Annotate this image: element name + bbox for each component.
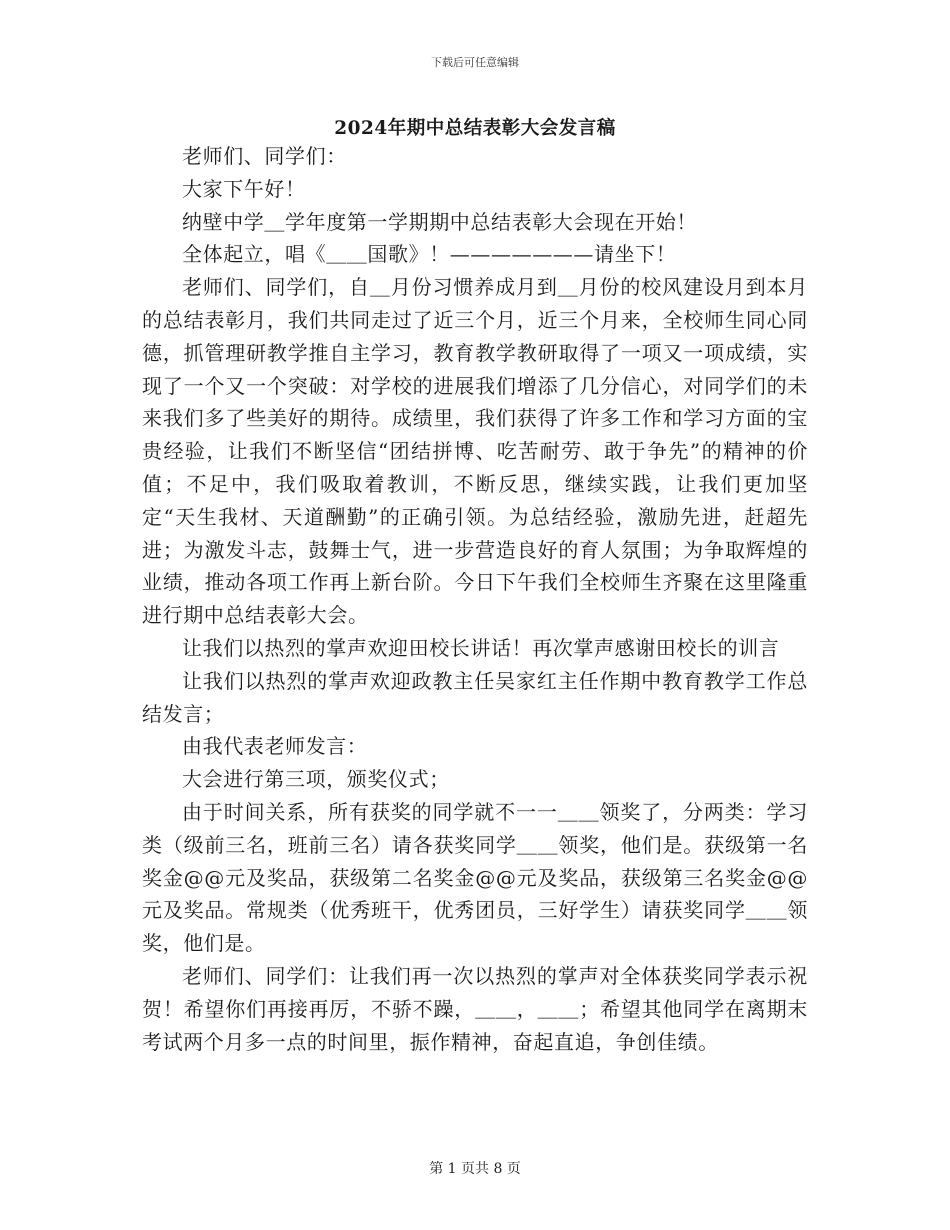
document-body bbox=[142, 140, 808, 1058]
document-title: 2024年期中总结表彰大会发言稿 bbox=[334, 118, 616, 139]
paragraph-opening: 纳壁中学＿学年度第一学期期中总结表彰大会现在开始！ bbox=[182, 209, 697, 234]
paragraph-teacher-speech: 由我代表老师发言： bbox=[182, 734, 368, 759]
paragraph-award-details: 由于时间关系，所有获奖的同学就不一一＿＿领奖了，分两类：学习类（级前三名，班前三名）请各获奖同学＿＿领奖，他们是。获级第一名奖金@@元及奖品，获级第二名奖金@@元及奖品，获级第三名奖金@@元及奖品。常规类（优秀班干，优秀团员，三好学生）请获奖同学＿＿领奖，他们是。 bbox=[142, 799, 808, 956]
paragraph-anthem: 全体起立，唱《＿＿国歌》！———————请坐下！ bbox=[182, 242, 677, 267]
paragraph-congratulations: 老师们、同学们：让我们再一次以热烈的掌声对全体获奖同学表示祝贺！希望你们再接再厉，不骄不躁，＿＿，＿＿；希望其他同学在离期末考试两个月多一点的时间里，振作精神，奋起直追，争创佳绩。 bbox=[142, 963, 808, 1054]
paragraph-greeting: 大家下午好！ bbox=[182, 176, 306, 201]
paragraph-award-ceremony: 大会进行第三项，颁奖仪式； bbox=[182, 767, 450, 792]
page-header-note: 下载后可任意编辑 bbox=[431, 56, 519, 69]
paragraph-director-speech: 让我们以热烈的掌声欢迎政教主任吴家红主任作期中教育教学工作总结发言； bbox=[142, 668, 808, 726]
page-number: 第 1 页共 8 页 bbox=[429, 1161, 521, 1177]
paragraph-principal-speech: 让我们以热烈的掌声欢迎田校长讲话！再次掌声感谢田校长的训言 bbox=[182, 635, 780, 660]
paragraph-greeting-audience: 老师们、同学们： bbox=[182, 144, 347, 168]
paragraph-review: 老师们、同学们，自＿月份习惯养成月到＿月份的校风建设月到本月的总结表彰月，我们共同走过了近三个月，近三个月来，全校师生同心同德，抓管理研教学推自主学习，教育教学教研取得了一项又一项成绩，实现了一个又一个突破：对学校的进展我们增添了几分信心，对同学们的未来我们多了些美好的期待。成绩里，我们获得了许多工作和学习方面的宝贵经验，让我们不断坚信“团结拼博、吃苦耐劳、敢于争先”的精神的价值；不足中，我们吸取着教训，不断反思，继续实践，让我们更加坚定“天生我材、天道酬勤”的正确引领。为总结经验，激励先进，赶超先进；为激发斗志，鼓舞士气，进一步营造良好的育人氛围；为争取辉煌的业绩，推动各项工作再上新台阶。今日下午我们全校师生齐聚在这里隆重进行期中总结表彰大会。 bbox=[142, 275, 808, 628]
